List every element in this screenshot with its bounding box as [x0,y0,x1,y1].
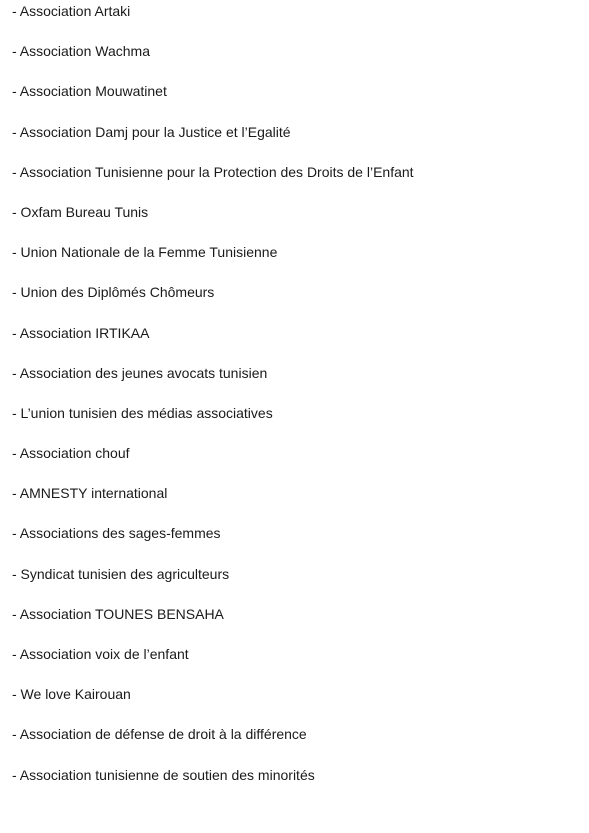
list-item: - Association Damj pour la Justice et l’Egalité [12,123,291,140]
list-item: - Association Artaki [12,3,131,19]
list-item: - Association IRTIKAA [12,324,150,341]
list-item: - Association TOUNES BENSAHA [12,605,224,622]
list-item: - Association voix de l’enfant [12,646,189,662]
list-item: - Union Nationale de la Femme Tunisienne [12,244,278,261]
list-item: - Association tunisienne de soutien des minorités [12,766,315,783]
list-item: - Associations des sages-femmes [12,525,221,542]
list-item: - Oxfam Bureau Tunis [12,203,149,220]
list-item: - Association des jeunes avocats tunisien [12,364,268,381]
list-item: - Association Mouwatinet [12,83,167,100]
list-item: - AMNESTY international [12,485,168,502]
list-item: - Union des Diplômés Chômeurs [12,284,215,301]
list-item: - Association de défense de droit à la différence [12,726,307,743]
organization-list [12,2,582,806]
list-item: - We love Kairouan [12,686,131,703]
list-item: - Association Tunisienne pour la Protection des Droits de l’Enfant [12,163,414,180]
list-item: - L’union tunisien des médias associatives [12,404,273,421]
list-item: - Syndicat tunisien des agriculteurs [12,565,230,582]
list-item: - Association chouf [12,445,130,462]
list-item: - Association Wachma [12,43,150,60]
